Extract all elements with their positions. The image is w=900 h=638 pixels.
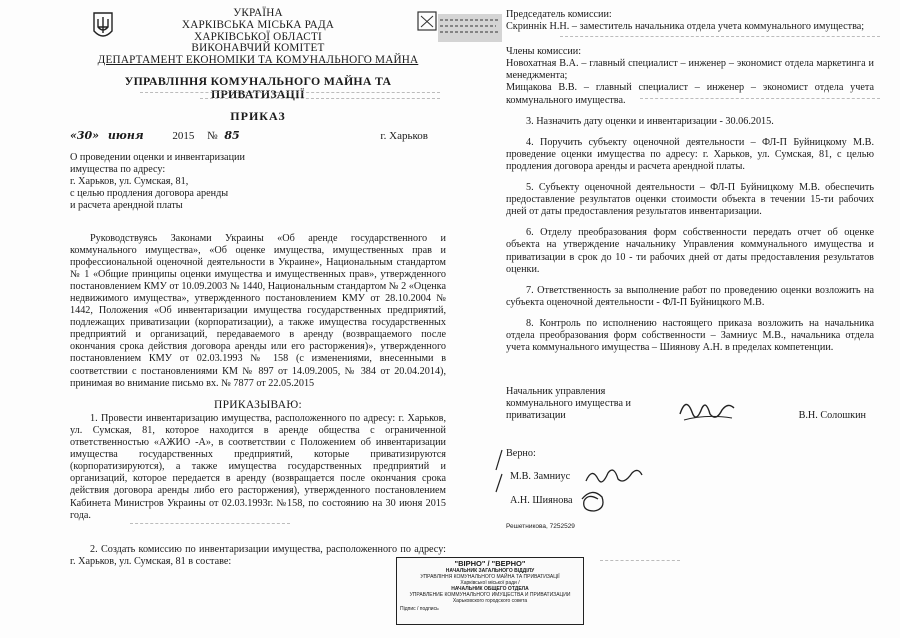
letterhead: [70, 8, 446, 67]
letterhead-line: ХАРКІВСЬКА МІСЬКА РАДА: [181, 18, 335, 31]
verno-label: Верно:: [506, 448, 536, 460]
item-3: 3. Назначить дату оценки и инвентаризации - 30.06.2015.: [526, 115, 774, 127]
signature-scrawl: [576, 485, 610, 515]
executor-note: Решетникова, 7252529: [506, 522, 575, 530]
department-title-line2: ПРИВАТИЗАЦІЇ: [211, 86, 305, 101]
stamp-line: УПРАВЛЕНИЕ КОММУНАЛЬНОГО ИМУЩЕСТВА И ПРИВАТИЗАЦИИ: [409, 592, 571, 598]
stamp-line: Підпис / подпись: [400, 606, 439, 612]
letterhead-line: УКРАЇНА: [233, 7, 283, 19]
item-2: 2. Создать комиссию по инвентаризации имущества, расположенного по адресу: г. Харьков, ул. Сумская, 81 в составе:: [70, 543, 446, 567]
verno-name: А.Н. Шиянова: [510, 494, 573, 506]
date-line: [70, 130, 446, 146]
scan-noise: [200, 98, 440, 99]
scan-noise: [560, 36, 880, 37]
city: г. Харьков: [380, 130, 428, 143]
signature-title-line: Начальник управления: [506, 386, 606, 398]
number-label: №: [207, 130, 218, 143]
check-mark: [492, 448, 506, 494]
item-8: 8. Контроль по исполнению настоящего приказа возложить на начальника отдела преобразования форм собственности – Замниус М.В., начальника отдела учета коммунального имущества – Шиянову А.Н. в пределах компетенции.: [506, 317, 874, 354]
stamp-line: УПРАВЛІННЯ КОМУНАЛЬНОГО МАЙНА ТА ПРИВАТИЗАЦІЇ: [420, 574, 560, 580]
certification-stamp: [396, 557, 584, 625]
item-6: 6. Отделу преобразования форм собственности передать отчет об оценке объекта на утверждение начальнику Управления коммунального имущества и приватизации в срок до 10 - ти рабочих дней от даты предоставления результатов оценки.: [506, 227, 874, 275]
signatory-name: В.Н. Солошкин: [798, 410, 866, 422]
date-month: июня: [107, 129, 144, 143]
order-heading: ПРИКАЗ: [230, 108, 286, 123]
subject-line: имущества по адресу:: [70, 164, 166, 176]
commission-member: Новохатная В.А. – главный специалист – инженер – экономист отдела маркетинга и менеджмента;: [506, 58, 874, 82]
letterhead-line: ХАРКІВСЬКОЇ ОБЛАСТІ: [194, 30, 322, 43]
signature-scrawl: [676, 394, 736, 428]
order-number: 85: [224, 129, 240, 143]
item-7: 7. Ответственность за выполнение работ по проведению оценки возложить на субъекта оценочной деятельности - ФЛ-П Буйницкого М.В.: [506, 284, 874, 308]
verno-block: [506, 448, 874, 532]
scan-noise: [600, 560, 680, 561]
verno-name: М.В. Замниус: [510, 470, 571, 482]
stamp-line: НАЧАЛЬНИК ОБЩЕГО ОТДЕЛА: [451, 586, 529, 592]
stamp-title: "ВІРНО" / "ВЕРНО": [454, 559, 526, 568]
subject-line: с целью продления договора аренды: [70, 188, 229, 200]
stamp-line: НАЧАЛЬНИК ЗАГАЛЬНОГО ВІДДІЛУ: [445, 568, 535, 574]
signature-title-line: приватизации: [506, 410, 566, 422]
stamp-line: Харьковского городского совета: [452, 598, 528, 604]
subject-line: г. Харьков, ул. Сумская, 81,: [70, 176, 189, 188]
item-1: 1. Провести инвентаризацию имущества, расположенного по адресу: г. Харьков, ул. Сумская, 81, которое находится в аренде общества с ограниченной ответственностью «АЖИО -А», в соответствии с Положением об инвентаризации имущества государственных предприятий, которые приватизируются (корпоратизируются), а также имущества государственных предприятий и организаций, которое передается в аренду (возвращается после окончания срока действия договора аренды либо его расторжения), утвержденного постановлением Кабинета Министров Украины от 02.03.1993г. №158, по состоянию на 30 июня 2015 года.: [70, 412, 446, 521]
orders-heading: ПРИКАЗЫВАЮ:: [213, 398, 303, 411]
verno-row: [506, 471, 874, 491]
letterhead-line: ВИКОНАВЧИЙ КОМІТЕТ: [191, 42, 325, 55]
date-day: «30»: [70, 129, 100, 143]
signature-block: [506, 386, 874, 422]
verno-row: [506, 495, 874, 515]
subject-block: [70, 152, 446, 212]
scan-noise: [140, 92, 440, 93]
subject-line: О проведении оценки и инвентаризации: [70, 152, 245, 164]
stamp-line: Харківської міської ради /: [460, 580, 520, 586]
signature-title-line: коммунального имущества и: [506, 398, 632, 410]
commission-chair-label: Председатель комиссии:: [506, 9, 612, 20]
commission-member: Мищакова В.В. – главный специалист – инженер – экономист отдела учета коммунального имущества.: [506, 82, 874, 106]
commission-chair: Скриннік Н.Н. – заместитель начальника отдела учета коммунального имущества;: [506, 21, 865, 33]
preamble: Руководствуясь Законами Украины «Об аренде государственного и коммунального имущества», «Об оценке имущества, имущественных прав и профессиональной оценочной деятельности в Украине», Национальным стандартом № 1 «Общие принципы оценки имущества и имущественных прав», утвержденного постановлением КМУ от 10.09.2003 № 1440, Национальным стандартом № 2 «Оценка недвижимого имущества», утвержденного постановлением КМУ от 28.10.2004 № 1442, Положения «Об инвентаризации имущества государственных предприятий, подлежащих приватизации (корпоратизации), а также имущества государственных предприятий и организаций, передаваемого в аренду (возвращаемого после окончания срока действия договора аренды или его расторжения)», утвержденного постановлением КМУ от 02.03.1993 № 158 (с изменениями, внесенными в соответствии с постановлениями КМ № 897 от 14.09.2005, № 384 от 20.04.2014), принимая во внимание письмо вх. № 7877 от 22.05.2015: [70, 232, 446, 389]
department-title-line1: УПРАВЛІННЯ КОМУНАЛЬНОГО МАЙНА ТА: [124, 73, 392, 88]
item-5: 5. Субъекту оценочной деятельности – ФЛ-П Буйницкому М.В. обеспечить предоставление результатов оценки стоимости объекта в течении 15-ти рабочих дней от даты предоставления результатов инвентаризации.: [506, 182, 874, 218]
letterhead-line: ДЕПАРТАМЕНТ ЕКОНОМІКИ ТА КОМУНАЛЬНОГО МАЙНА: [97, 54, 419, 67]
date-year: 2015: [172, 130, 195, 143]
item-4: 4. Поручить субъекту оценочной деятельности – ФЛ-П Буйницкому М.В. проведение оценки имущества по адресу: г. Харьков, ул. Сумская, 81, с целью продления договора аренды и расчета арендной платы.: [506, 136, 874, 172]
scan-noise: [130, 523, 290, 524]
commission-members-label: Члены комиссии:: [506, 46, 582, 58]
right-column: [506, 9, 874, 533]
subject-line: и расчета арендной платы: [70, 200, 183, 212]
scan-noise: [640, 98, 880, 99]
